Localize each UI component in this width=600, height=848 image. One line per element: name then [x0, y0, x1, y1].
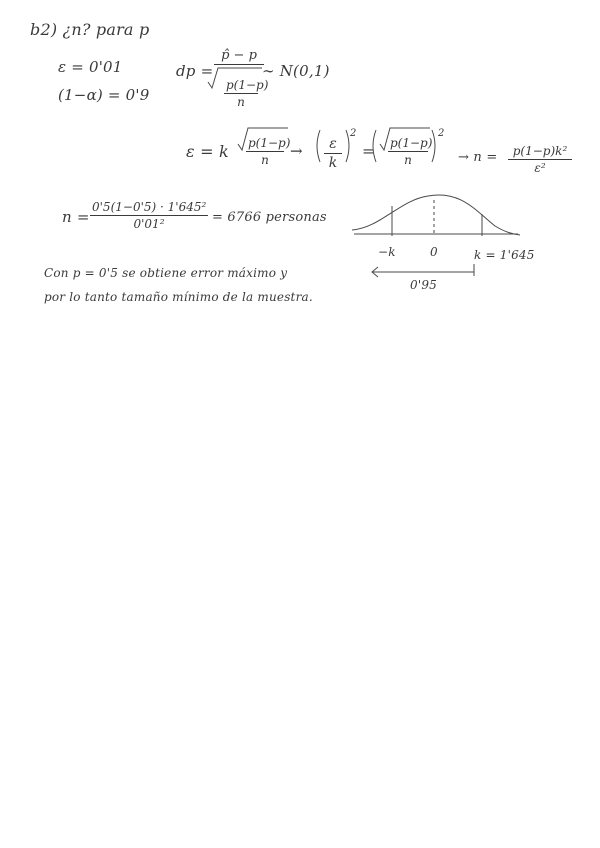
distribution-numerator: p̂ − p [214, 48, 264, 65]
distribution-lhs: dp = [176, 62, 214, 80]
section-header: b2) ¿n? para p [30, 20, 150, 39]
error-lhs: ε = k [186, 142, 229, 161]
label-k-value: k = 1'645 [474, 248, 535, 262]
error-arrow: → [290, 142, 303, 160]
error-sqrt-numerator: p(1−p) [248, 136, 291, 150]
distribution-radical [208, 68, 262, 88]
result-denominator: ε² [534, 161, 546, 175]
bell-curve [352, 195, 520, 235]
confidence-value: (1−α) = 0'9 [58, 86, 150, 104]
rhs-radical [380, 128, 433, 150]
epsilon-value: ε = 0'01 [58, 58, 123, 76]
result-numerator: p(1−p)k² [508, 144, 572, 160]
distribution-rhs: ∼ N(0,1) [262, 62, 330, 80]
calc-denominator: 0'01² [133, 217, 165, 231]
calc-numerator: 0'5(1−0'5) · 1'645² [92, 200, 207, 214]
result-arrow: → n = [458, 150, 498, 165]
eps-over-k-denominator: k [328, 155, 338, 171]
conclusion-line-1: Con p = 0'5 se obtiene error máximo y [44, 266, 288, 280]
rhs-sqrt-numerator: p(1−p) [390, 136, 433, 150]
label-span: 0'95 [410, 278, 438, 292]
conclusion-line-2: por lo tanto tamaño mínimo de la muestra. [44, 290, 313, 304]
label-zero: 0 [430, 245, 438, 259]
error-sqrt-denominator: n [261, 153, 269, 167]
error-radical [238, 128, 291, 150]
equals-sign: = [362, 142, 375, 160]
distribution-sqrt-numerator: p(1−p) [226, 78, 269, 92]
eps-over-k-numerator: ε [324, 136, 342, 154]
distribution-sqrt-denominator: n [237, 95, 245, 109]
rhs-sqrt-denominator: n [404, 153, 412, 167]
exponent-left: 2 [350, 128, 357, 139]
calc-result: = 6766 personas [212, 210, 327, 225]
label-minus-k: −k [378, 245, 396, 259]
calc-lhs: n = [62, 208, 90, 226]
exponent-right: 2 [438, 128, 445, 139]
